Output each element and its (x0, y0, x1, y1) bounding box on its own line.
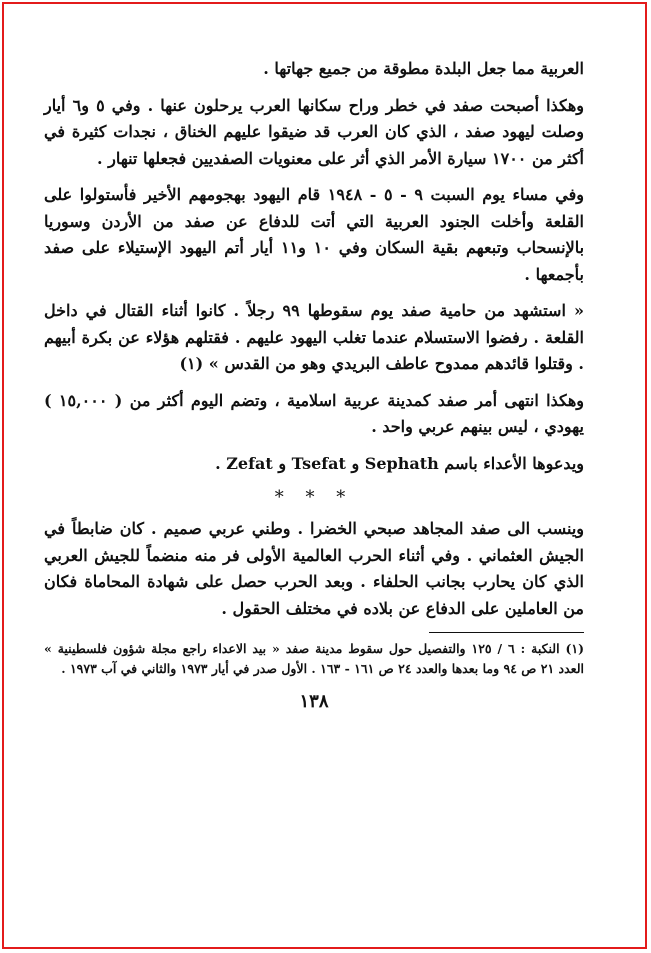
paragraph-5: وهكذا انتهى أمر صفد كمدينة عربية اسلامية ، وتضم اليوم أكثر من ( ١٥,٠٠٠ ) يهودي ، ليس بينهم عربي واحد . (44, 390, 585, 436)
paragraph-6: ويدعوها الأعداء باسم Sephath و Tsefat و Zefat . (215, 453, 584, 473)
section-separator: * * * (274, 487, 354, 508)
paragraph-3: وفي مساء يوم السبت ٩ - ٥ - ١٩٤٨ قام اليهود بهجومهم الأخير فأستولوا على القلعة وأخلت الجنود العربية التي أتت للدفاع عن صفد من الأردن وسوريا بالإنسحاب وتبعهم بقية السكان وفي ١٠ و١١ أيار أتم اليهود الإستيلاء على صفد بأجمعها . (44, 185, 585, 284)
document-page (44, 56, 584, 712)
paragraph-2: وهكذا أصبحت صفد في خطر وراح سكانها العرب يرحلون عنها . وفي ٥ و٦ أيار وصلت ليهود صفد ، الذي كان العرب قد ضيقوا عليهم الخناق ، نجدات كثيرة في أكثر من ١٧٠٠ سيارة الأمر الذي أثر على معنويات الصفديين فجعلها تنهار . (44, 95, 585, 168)
paragraph-7: وينسب الى صفد المجاهد صبحي الخضرا . وطني عربي صميم . كان ضابطاً في الجيش العثماني . وفي أثناء الحرب العالمية الأولى فر منه منضماً للجيش العربي الذي كان يحارب بجانب الحلفاء . وبعد الحرب حصل على شهادة المحاماة فكان من العاملين على الدفاع عن بلاده في مختلف الحقول . (44, 519, 584, 618)
footnote: (١) النكبة : ٦ / ١٢٥ والتفصيل حول سقوط مدينة صفد « بيد الاعداء راجع مجلة شؤون فلسطينية » العدد ٢١ ص ٩٤ وما بعدها والعدد ٢٤ ص ١٦١ - ١٦٣ . الأول صدر في أيار ١٩٧٣ والثاني في آب ١٩٧٣ . (44, 641, 584, 676)
footnote-rule (429, 632, 584, 633)
page-number: ١٣٨ (299, 691, 329, 712)
paragraph-4-quote: « استشهد من حامية صفد يوم سقوطها ٩٩ رجلاً . كانوا أثناء القتال في داخل القلعة . رفضوا الاستسلام عندما تغلب اليهود عليهم . فقتلهم هؤلاء عن بكرة أبيهم . وقتلوا قائدهم ممدوح عاطف البريدي وهو من القدس » (١) (44, 301, 584, 373)
paragraph-1: العربية مما جعل البلدة مطوقة من جميع جهاتها . (263, 59, 584, 78)
